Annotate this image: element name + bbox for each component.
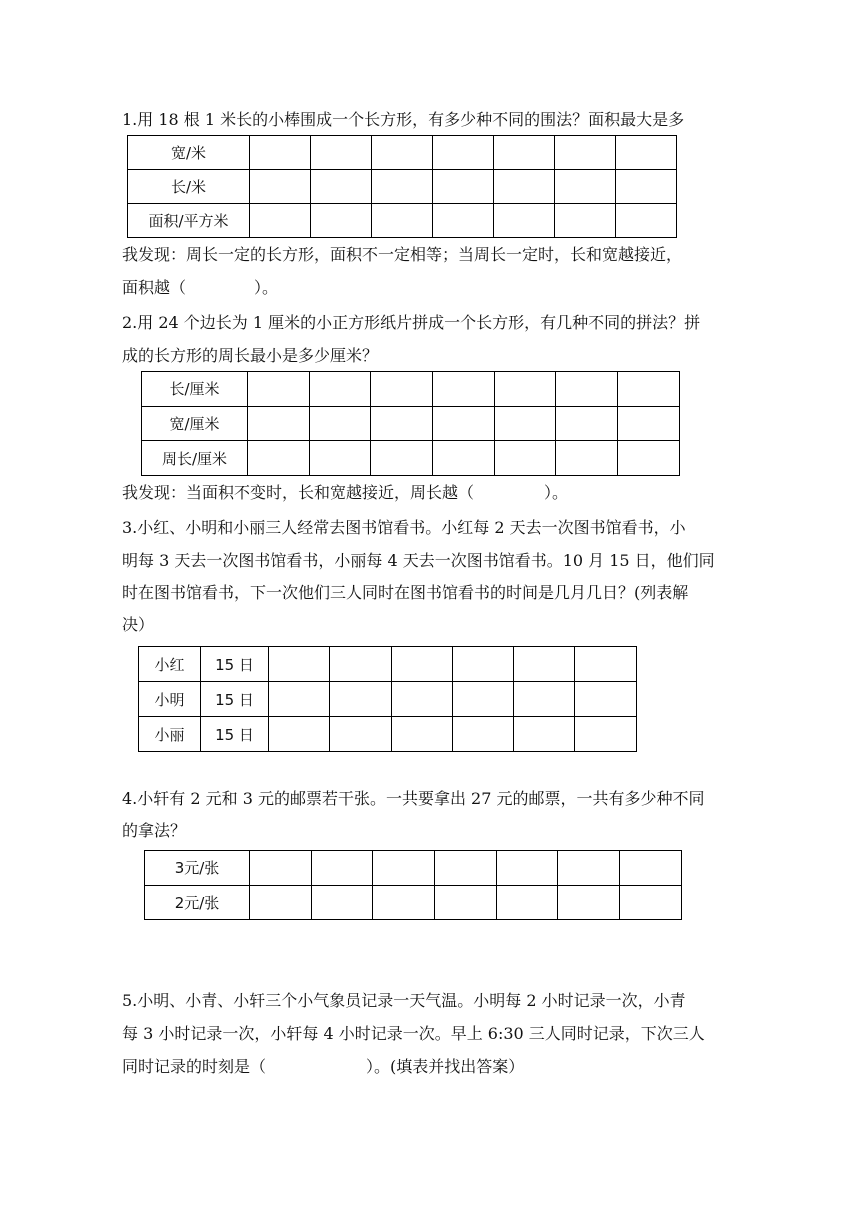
q2-finding-suffix: ）。	[544, 483, 569, 502]
q1-answer-cell[interactable]	[494, 136, 555, 170]
q4-answer-cell[interactable]	[250, 851, 312, 886]
q1-answer-cell[interactable]	[372, 170, 433, 204]
q1-answer-cell[interactable]	[494, 204, 555, 238]
q1-finding-line-1: 我发现：周长一定的长方形，面积不一定相等；当周长一定时，长和宽越接近，	[122, 245, 683, 264]
q1-answer-cell[interactable]	[311, 170, 372, 204]
q2-answer-cell[interactable]	[556, 372, 618, 407]
q2-answer-cell[interactable]	[556, 406, 618, 441]
q1-answer-cell[interactable]	[555, 136, 616, 170]
q4-row-label: 2元/张	[145, 885, 250, 920]
q2-answer-cell[interactable]	[433, 406, 495, 441]
q4-answer-cell[interactable]	[620, 885, 682, 920]
q1-row	[128, 136, 677, 170]
q1-answer-cell[interactable]	[372, 204, 433, 238]
q1-answer-cell[interactable]	[250, 136, 311, 170]
q2-text-line-2: 成的长方形的周长最小是多少厘米？	[122, 346, 379, 365]
q1-answer-cell[interactable]	[433, 204, 494, 238]
q5-text-prefix: 同时记录的时刻是（	[122, 1057, 267, 1076]
q1-answer-cell[interactable]	[555, 170, 616, 204]
q5-text-suffix: ）。(填表并找出答案）	[366, 1057, 525, 1076]
q2-answer-cell[interactable]	[618, 441, 680, 476]
q3-person-name: 小红	[139, 647, 201, 682]
q2-answer-cell[interactable]	[494, 372, 556, 407]
q2-answer-cell[interactable]	[371, 406, 433, 441]
q2-answer-cell[interactable]	[433, 372, 495, 407]
q1-answer-cell[interactable]	[250, 170, 311, 204]
q4-answer-cell[interactable]	[496, 885, 558, 920]
q2-answer-cell[interactable]	[309, 406, 371, 441]
q3-person-name: 小丽	[139, 717, 201, 752]
q2-row	[142, 372, 680, 407]
q2-answer-cell[interactable]	[248, 441, 310, 476]
q2-answer-cell[interactable]	[309, 441, 371, 476]
q2-row-label: 周长/厘米	[142, 441, 248, 476]
q1-answer-cell[interactable]	[616, 136, 677, 170]
q3-answer-cell[interactable]	[575, 647, 636, 682]
q5-text-line-1: 5.小明、小青、小轩三个小气象员记录一天气温。小明每 2 小时记录一次，小青	[122, 991, 686, 1010]
q3-answer-cell[interactable]	[575, 717, 636, 752]
q3-answer-cell[interactable]	[514, 682, 575, 717]
q2-row-label: 宽/厘米	[142, 406, 248, 441]
q2-answer-cell[interactable]	[248, 372, 310, 407]
q3-row	[139, 717, 637, 752]
q3-answer-cell[interactable]	[575, 682, 636, 717]
q2-row	[142, 406, 680, 441]
q2-answer-cell[interactable]	[371, 372, 433, 407]
q5-text-line-3	[122, 1057, 524, 1077]
q1-answer-cell[interactable]	[555, 204, 616, 238]
q3-answer-cell[interactable]	[330, 682, 391, 717]
q2-answer-cell[interactable]	[371, 441, 433, 476]
q3-answer-cell[interactable]	[391, 682, 452, 717]
q1-answer-cell[interactable]	[433, 136, 494, 170]
q1-finding-suffix: ）。	[254, 278, 279, 297]
q1-answer-cell[interactable]	[494, 170, 555, 204]
q3-answer-cell[interactable]	[330, 647, 391, 682]
q4-answer-cell[interactable]	[373, 885, 435, 920]
q3-start-day: 15 日	[201, 647, 269, 682]
q4-table	[144, 850, 682, 920]
q3-text-line-2: 明每 3 天去一次图书馆看书，小丽每 4 天去一次图书馆看书。10 月 15 日，他们同	[122, 551, 715, 570]
q4-answer-cell[interactable]	[250, 885, 312, 920]
q2-row	[142, 441, 680, 476]
q3-answer-cell[interactable]	[269, 717, 330, 752]
q4-text-line-2: 的拿法？	[122, 821, 187, 840]
q4-answer-cell[interactable]	[311, 885, 373, 920]
q4-answer-cell[interactable]	[496, 851, 558, 886]
q1-row-label: 长/米	[128, 170, 250, 204]
q5-text-line-2: 每 3 小时记录一次，小轩每 4 小时记录一次。早上 6:30 三人同时记录，下次三人	[122, 1024, 705, 1043]
q1-row-label: 面积/平方米	[128, 204, 250, 238]
q3-text-line-4: 决）	[122, 615, 155, 634]
q4-answer-cell[interactable]	[373, 851, 435, 886]
q4-row	[145, 851, 682, 886]
q1-row	[128, 204, 677, 238]
q2-table	[141, 371, 680, 476]
q2-answer-cell[interactable]	[309, 372, 371, 407]
q4-answer-cell[interactable]	[558, 885, 620, 920]
q3-answer-cell[interactable]	[514, 717, 575, 752]
q3-start-day: 15 日	[201, 717, 269, 752]
q3-answer-cell[interactable]	[452, 647, 513, 682]
q3-person-name: 小明	[139, 682, 201, 717]
q4-answer-cell[interactable]	[311, 851, 373, 886]
q4-text-line-1: 4.小轩有 2 元和 3 元的邮票若干张。一共要拿出 27 元的邮票，一共有多少种不同	[122, 789, 705, 808]
q4-answer-cell[interactable]	[620, 851, 682, 886]
q3-answer-cell[interactable]	[514, 647, 575, 682]
q1-answer-cell[interactable]	[250, 204, 311, 238]
q3-answer-cell[interactable]	[391, 647, 452, 682]
q2-answer-cell[interactable]	[618, 372, 680, 407]
q2-answer-cell[interactable]	[433, 441, 495, 476]
q2-answer-cell[interactable]	[248, 406, 310, 441]
q3-row	[139, 647, 637, 682]
q2-finding-line	[122, 483, 568, 503]
q4-answer-cell[interactable]	[435, 885, 497, 920]
q3-answer-cell[interactable]	[269, 682, 330, 717]
q3-answer-cell[interactable]	[330, 717, 391, 752]
q2-answer-cell[interactable]	[494, 406, 556, 441]
q2-answer-cell[interactable]	[556, 441, 618, 476]
q3-text-line-1: 3.小红、小明和小丽三人经常去图书馆看书。小红每 2 天去一次图书馆看书，小	[122, 518, 686, 537]
q1-answer-cell[interactable]	[433, 170, 494, 204]
q4-answer-cell[interactable]	[435, 851, 497, 886]
q1-finding-line-2	[122, 278, 278, 298]
q1-answer-cell[interactable]	[616, 204, 677, 238]
q1-text-line-1: 1.用 18 根 1 米长的小棒围成一个长方形，有多少种不同的围法？面积最大是多	[122, 110, 685, 129]
q1-finding-prefix: 面积越（	[122, 278, 187, 297]
q2-answer-cell[interactable]	[618, 406, 680, 441]
q4-answer-cell[interactable]	[558, 851, 620, 886]
q3-start-day: 15 日	[201, 682, 269, 717]
q4-row-label: 3元/张	[145, 851, 250, 886]
q2-answer-cell[interactable]	[494, 441, 556, 476]
q3-answer-cell[interactable]	[391, 717, 452, 752]
q3-answer-cell[interactable]	[452, 682, 513, 717]
q1-answer-cell[interactable]	[372, 136, 433, 170]
q3-text-line-3: 时在图书馆看书，下一次他们三人同时在图书馆看书的时间是几月几日？(列表解	[122, 583, 689, 602]
q1-answer-cell[interactable]	[311, 136, 372, 170]
q4-row	[145, 885, 682, 920]
q1-row-label: 宽/米	[128, 136, 250, 170]
q1-answer-cell[interactable]	[616, 170, 677, 204]
q1-row	[128, 170, 677, 204]
q3-row	[139, 682, 637, 717]
q3-answer-cell[interactable]	[269, 647, 330, 682]
q2-text-line-1: 2.用 24 个边长为 1 厘米的小正方形纸片拼成一个长方形，有几种不同的拼法？拼	[122, 313, 701, 332]
q2-finding-prefix: 我发现：当面积不变时，长和宽越接近，周长越（	[122, 483, 475, 502]
q1-answer-cell[interactable]	[311, 204, 372, 238]
q3-answer-cell[interactable]	[452, 717, 513, 752]
q3-table	[138, 646, 637, 752]
q1-table	[127, 135, 677, 238]
q2-row-label: 长/厘米	[142, 372, 248, 407]
